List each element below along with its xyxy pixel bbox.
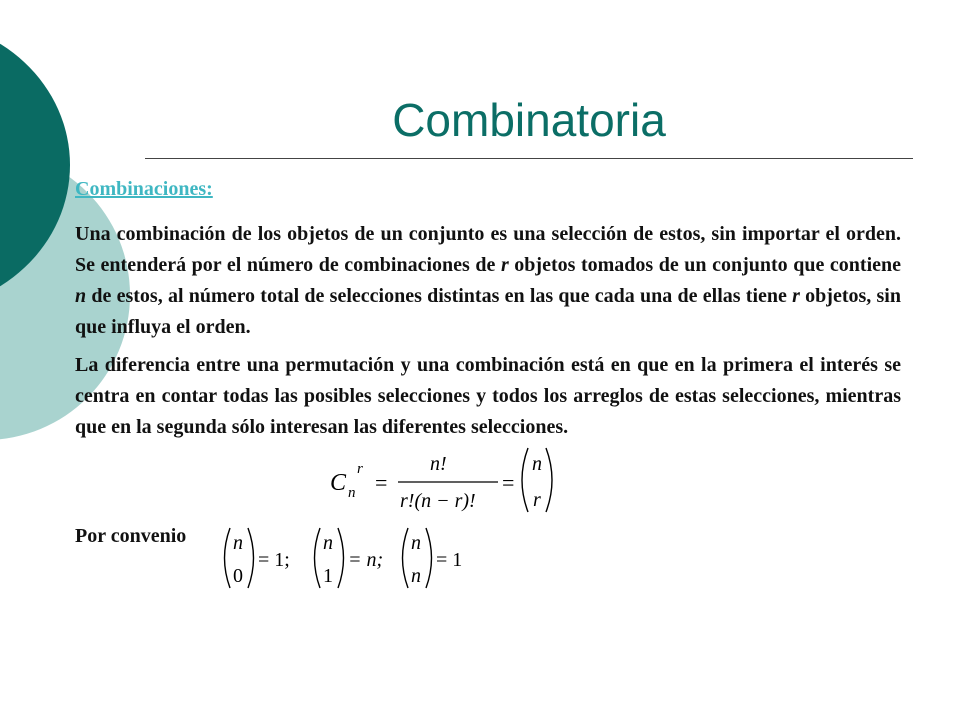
binomial-top: n [323,532,333,554]
formula-equals-1: = [375,470,388,495]
binomial-right-paren [546,448,552,512]
convention-formulas [220,522,480,592]
combination-formula [320,440,560,520]
formula-equals-2: = [502,470,515,495]
formula-superscript-r: r [357,461,363,477]
definition-text-1: Una combinación de los objetos de un conjunto es una selección de estos, sin importar el orden. Se entenderá por el número de combinaciones de [75,223,901,276]
convention-result: = n; [348,549,384,571]
convention-result: = 1; [258,549,290,571]
binomial-left-paren [403,528,409,588]
slide-title: Combinatoria [392,94,666,146]
convention-binom-n-n [403,528,463,588]
title-divider [145,158,913,159]
formula-c: C [330,470,347,496]
binomial-bottom: 1 [323,565,333,587]
definition-text-4: objetos, sin que influya el orden. [75,285,901,338]
binomial-bottom: 0 [233,565,243,587]
convention-binom-n-0 [225,528,290,588]
binomial-top: n [532,453,542,475]
convention-binom-n-1 [315,528,384,588]
formula-numerator: n! [430,453,447,475]
difference-paragraph: La diferencia entre una permutación y una combinación está en que en la primera el interés se centra en contar todas las posibles selecciones y todos los arreglos de estas selecciones, mientras que en la segunda sólo interesan las diferentes selecciones. [75,354,901,438]
binomial-left-paren [225,528,231,588]
convention-label: Por convenio [75,525,187,547]
variable-r: r [500,254,509,276]
binomial-left-paren [522,448,528,512]
binomial-right-paren [426,528,432,588]
binomial-bottom: r [533,489,541,511]
convention-result: = 1 [436,549,463,571]
definition-paragraph [75,219,901,343]
binomial-top: n [411,532,421,554]
definition-text-3: de estos, al número total de selecciones distintas en las que cada una de ellas tiene [86,285,793,307]
definition-text-2: objetos tomados de un conjunto que contiene [508,254,902,276]
binomial-right-paren [248,528,254,588]
binomial-bottom: n [411,565,421,587]
section-heading: Combinaciones: [75,178,213,200]
binomial-top: n [233,532,243,554]
formula-subscript-n: n [348,485,356,501]
binomial-left-paren [315,528,321,588]
formula-denominator: r!(n − r)! [400,490,476,512]
variable-r: r [792,285,800,307]
variable-n: n [75,285,87,307]
binomial-right-paren [338,528,344,588]
